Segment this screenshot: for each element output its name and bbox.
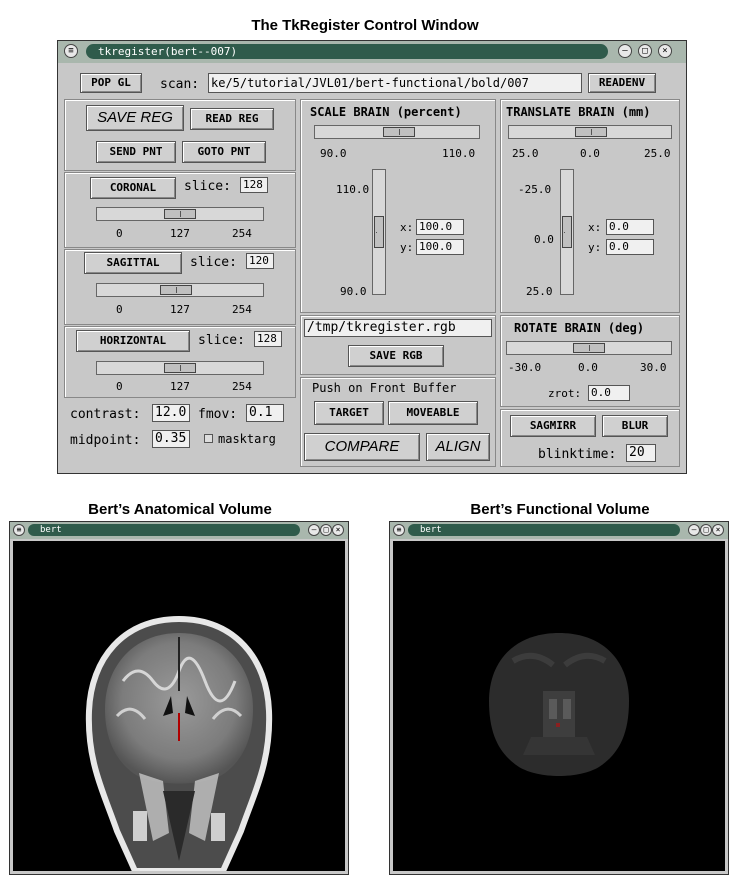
scale-v-tick-min: 90.0 [340,285,367,298]
target-button[interactable]: TARGET [314,401,384,425]
masktarg-checkbox[interactable] [204,434,213,443]
coronal-slice-label: slice: [184,179,231,194]
horizontal-slider[interactable] [96,361,264,375]
window-title: tkregister(bert--007) [86,44,608,59]
scale-v-slider-thumb[interactable] [374,216,384,248]
scale-v-slider[interactable] [372,169,386,295]
coronal-slider-thumb[interactable] [164,209,196,219]
translate-h-slider-thumb[interactable] [575,127,607,137]
readenv-button[interactable]: READENV [588,73,656,93]
scale-h-tick-min: 90.0 [320,147,347,160]
scale-v-tick-max: 110.0 [336,183,370,196]
horizontal-slider-thumb[interactable] [164,363,196,373]
maximize-icon[interactable]: □ [638,44,652,58]
func-maximize-icon[interactable]: □ [700,524,712,536]
rotate-title: ROTATE BRAIN (deg) [514,321,645,335]
scale-h-tick-max: 110.0 [442,147,476,160]
sagittal-slider[interactable] [96,283,264,297]
moveable-button[interactable]: MOVEABLE [388,401,478,425]
coronal-tick-max: 254 [232,227,252,240]
fmov-field[interactable]: 0.1 [246,404,284,422]
scale-h-slider[interactable] [314,125,480,139]
midpoint-field[interactable]: 0.35 [152,430,190,448]
functional-caption: Bert’s Functional Volume [470,501,650,518]
scale-x-label: x: [400,221,414,234]
func-window-title: bert [408,524,680,536]
control-titlebar[interactable] [58,41,686,63]
translate-x-field[interactable]: 0.0 [606,219,654,235]
sagittal-tick-min: 0 [116,303,123,316]
anat-window-title: bert [28,524,300,536]
push-label: Push on Front Buffer [312,381,457,395]
sagittal-slice-label: slice: [190,255,237,270]
send-pnt-button[interactable]: SEND PNT [96,141,176,163]
rotate-tick-max: 30.0 [640,361,667,374]
contrast-label: contrast: [70,407,141,422]
translate-v-slider[interactable] [560,169,574,295]
coronal-tick-min: 0 [116,227,123,240]
horizontal-slice-label: slice: [198,333,245,348]
anatomical-caption: Bert’s Anatomical Volume [88,501,272,518]
blinktime-field[interactable]: 20 [626,444,656,462]
sagittal-button[interactable]: SAGITTAL [84,252,182,274]
goto-pnt-button[interactable]: GOTO PNT [182,141,266,163]
align-button[interactable]: ALIGN [426,433,490,461]
blinktime-label: blinktime: [538,447,617,462]
sagittal-tick-mid: 127 [170,303,190,316]
scale-h-slider-thumb[interactable] [383,127,415,137]
coronal-slice-field[interactable]: 128 [240,177,268,193]
anatomical-brain-slice [13,541,345,871]
translate-x-label: x: [588,221,602,234]
sagmirr-button[interactable]: SAGMIRR [510,415,596,437]
translate-v-tick-min: -25.0 [518,183,552,196]
anatomical-window [9,521,349,875]
midpoint-label: midpoint: [70,433,141,448]
zrot-label: zrot: [548,387,582,400]
pop-gl-button[interactable]: POP GL [80,73,142,93]
anat-close-icon[interactable]: × [332,524,344,536]
anatomical-titlebar[interactable] [10,522,348,539]
scan-path-field[interactable]: ke/5/tutorial/JVL01/bert-functional/bold/007 [208,73,582,93]
rotate-tick-min: -30.0 [508,361,542,374]
blur-button[interactable]: BLUR [602,415,668,437]
functional-window [389,521,729,875]
translate-h-tick-max: 25.0 [644,147,671,160]
translate-y-field[interactable]: 0.0 [606,239,654,255]
translate-h-tick-mid: 0.0 [580,147,600,160]
rotate-tick-mid: 0.0 [578,361,598,374]
translate-h-slider[interactable] [508,125,672,139]
functional-titlebar[interactable] [390,522,728,539]
translate-v-tick-mid: 0.0 [534,233,554,246]
scale-x-field[interactable]: 100.0 [416,219,464,235]
control-window-caption: The TkRegister Control Window [251,17,479,34]
contrast-field[interactable]: 12.0 [152,404,190,422]
sagittal-slider-thumb[interactable] [160,285,192,295]
coronal-slider[interactable] [96,207,264,221]
anat-minimize-icon[interactable]: – [308,524,320,536]
rotate-slider-thumb[interactable] [573,343,605,353]
control-window [57,40,687,474]
close-icon[interactable]: × [658,44,672,58]
anat-maximize-icon[interactable]: □ [320,524,332,536]
horizontal-tick-mid: 127 [170,380,190,393]
horizontal-slice-field[interactable]: 128 [254,331,282,347]
scale-y-field[interactable]: 100.0 [416,239,464,255]
functional-brain-slice [393,541,725,871]
anat-window-menu-icon[interactable]: ≡ [13,524,25,536]
anatomical-view[interactable] [13,541,345,871]
translate-y-label: y: [588,241,602,254]
rotate-slider[interactable] [506,341,672,355]
read-reg-button[interactable]: READ REG [190,108,274,130]
sagittal-tick-max: 254 [232,303,252,316]
horizontal-button[interactable]: HORIZONTAL [76,330,190,352]
horizontal-tick-min: 0 [116,380,123,393]
sagittal-slice-field[interactable]: 120 [246,253,274,269]
scan-label: scan: [160,77,200,92]
compare-button[interactable]: COMPARE [304,433,420,461]
func-minimize-icon[interactable]: – [688,524,700,536]
func-window-menu-icon[interactable]: ≡ [393,524,405,536]
functional-view[interactable] [393,541,725,871]
zrot-field[interactable]: 0.0 [588,385,630,401]
save-reg-button[interactable]: SAVE REG [86,105,184,131]
horizontal-tick-max: 254 [232,380,252,393]
window-menu-icon[interactable]: ≡ [64,44,78,58]
rgb-path-field[interactable]: /tmp/tkregister.rgb [304,319,492,337]
coronal-button[interactable]: CORONAL [90,177,176,199]
scale-title: SCALE BRAIN (percent) [310,105,462,119]
scale-y-label: y: [400,241,414,254]
minimize-icon[interactable]: – [618,44,632,58]
translate-title: TRANSLATE BRAIN (mm) [506,105,651,119]
func-close-icon[interactable]: × [712,524,724,536]
translate-h-tick-min: 25.0 [512,147,539,160]
coronal-tick-mid: 127 [170,227,190,240]
masktarg-label: masktarg [218,432,276,446]
save-rgb-button[interactable]: SAVE RGB [348,345,444,367]
fmov-label: fmov: [198,407,238,422]
translate-v-tick-max: 25.0 [526,285,553,298]
translate-v-slider-thumb[interactable] [562,216,572,248]
